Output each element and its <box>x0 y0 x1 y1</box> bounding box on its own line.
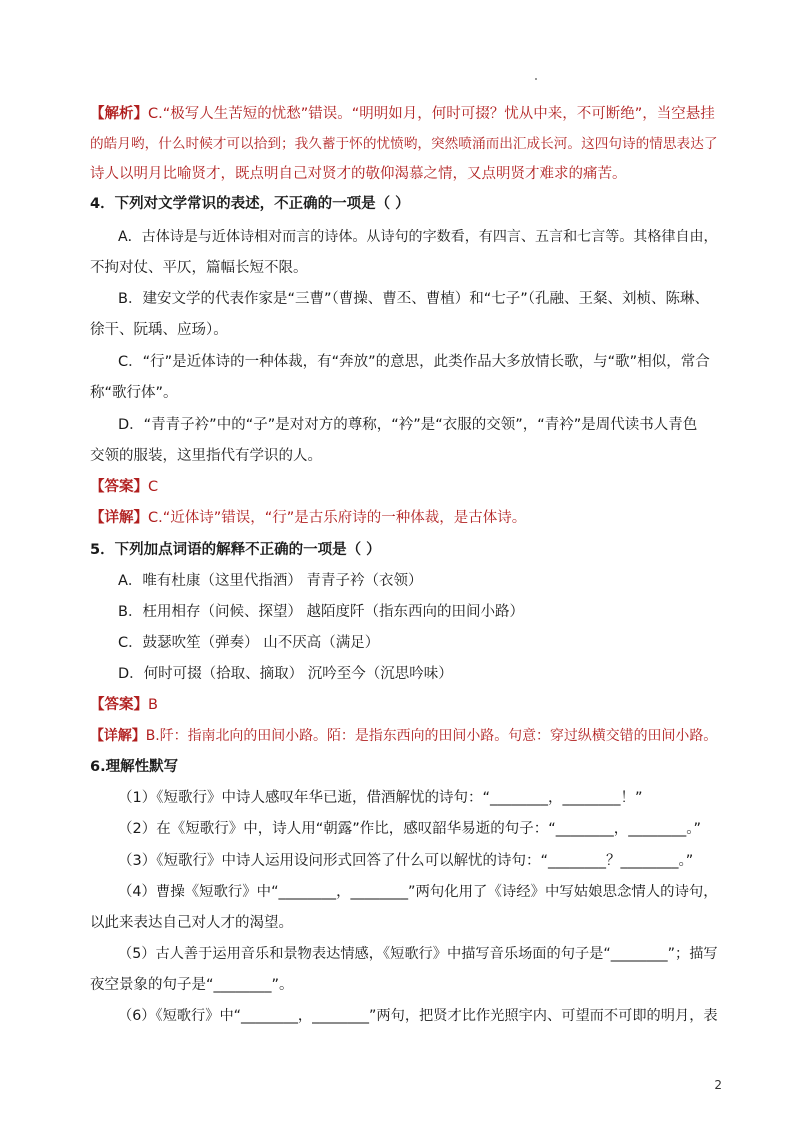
q6-item-5-1: （5）古人善于运用音乐和景物表达情感，《短歌行》中描写音乐场面的句子是“________”；描写 <box>118 946 718 962</box>
q4-option-d-1: D．“青青子衿”中的“子”是对对方的尊称，“衿”是“衣服的交领”，“青衿”是周代读书人青色 <box>118 417 698 433</box>
analysis-line-1: 【解析】C.“极写人生苦短的忧愁”错误。“明明如月，何时可掇？忧从中来，不可断绝”，当空悬挂 <box>90 106 715 122</box>
q6-item-6-1: （6）《短歌行》中“________，________”两句，把贤才比作光照宇内、可望而不可即的明月，表 <box>118 1008 718 1024</box>
q6-item-4-2: 以此来表达自己对人才的渴望。 <box>90 915 293 931</box>
q6-title: 6.理解性默写 <box>90 759 179 775</box>
q5-detail: 【详解】B.阡：指南北向的田间小路。陌：是指东西向的田间小路。句意：穿过纵横交错的田间小路。 <box>90 728 718 744</box>
page-number: 2 <box>714 1078 722 1092</box>
q4-option-a-1: A．古体诗是与近体诗相对而言的诗体。从诗句的字数看，有四言、五言和七言等。其格律自由， <box>118 229 718 245</box>
q6-item-1: （1）《短歌行》中诗人感叹年华已逝，借酒解忧的诗句：“________，________！” <box>118 790 643 806</box>
q5-answer <box>90 694 158 716</box>
scan-dot <box>535 78 537 80</box>
detail-tag: 【详解】 <box>90 510 148 526</box>
q4-option-b-2: 徐干、阮瑀、应玚）。 <box>90 322 228 338</box>
q6-item-3: （3）《短歌行》中诗人运用设问形式回答了什么可以解忧的诗句：“________？________。” <box>118 853 694 869</box>
q4-option-c-2: 称“歌行体”。 <box>90 385 178 401</box>
answer-tag: 【答案】 <box>90 479 148 495</box>
answer-value: C <box>148 479 159 495</box>
q4-option-d-2: 交领的服装，这里指代有学识的人。 <box>90 448 322 464</box>
q6-item-5-2: 夜空景象的句子是“________”。 <box>90 977 294 993</box>
q4-answer <box>90 476 158 498</box>
analysis-line-3: 诗人以明月比喻贤才，既点明自己对贤才的敬仰渴慕之情，又点明贤才难求的痛苦。 <box>90 166 627 182</box>
analysis-line-2: 的皓月哟，什么时候才可以拾到；我久蓄于怀的忧愤哟，突然喷涌而出汇成长河。这四句诗的情思表达了 <box>90 136 718 152</box>
q4-option-a-2: 不拘对仗、平仄，篇幅长短不限。 <box>90 260 308 276</box>
q6-item-2: （2）在《短歌行》中，诗人用“朝露”作比，感叹韶华易逝的句子：“________，________。” <box>118 821 702 837</box>
q5-option-d: D．何时可掇（拾取、摘取） 沉吟至今（沉思吟味） <box>118 666 453 682</box>
analysis-tag: 【解析】 <box>90 106 148 122</box>
answer-value: B <box>148 697 158 713</box>
q4-option-c-1: C．“行”是近体诗的一种体裁，有“奔放”的意思，此类作品大多放情长歌，与“歌”相似，常合 <box>118 354 710 370</box>
q5-stem: 5．下列加点词语的解释不正确的一项是（ ） <box>90 542 381 558</box>
q4-detail: 【详解】C.“近体诗”错误，“行”是古乐府诗的一种体裁，是古体诗。 <box>90 510 527 526</box>
q4-stem: 4．下列对文学常识的表述，不正确的一项是（ ） <box>90 196 410 212</box>
detail-tag: 【详解】 <box>90 728 146 744</box>
q4-option-b-1: B．建安文学的代表作家是“三曹”（曹操、曹丕、曹植）和“七子”（孔融、王粲、刘桢、陈琳、 <box>118 291 709 307</box>
answer-tag: 【答案】 <box>90 697 148 713</box>
q6-item-4-1: （4）曹操《短歌行》中“________，________”两句化用了《诗经》中写姑娘思念情人的诗句， <box>118 884 718 900</box>
q5-option-b: B．枉用相存（问候、探望） 越陌度阡（指东西向的田间小路） <box>118 604 525 620</box>
q5-option-a: A．唯有杜康（这里代指酒） 青青子衿（衣领） <box>118 573 423 589</box>
q5-option-c: C．鼓瑟吹笙（弹奏） 山不厌高（满足） <box>118 635 380 651</box>
